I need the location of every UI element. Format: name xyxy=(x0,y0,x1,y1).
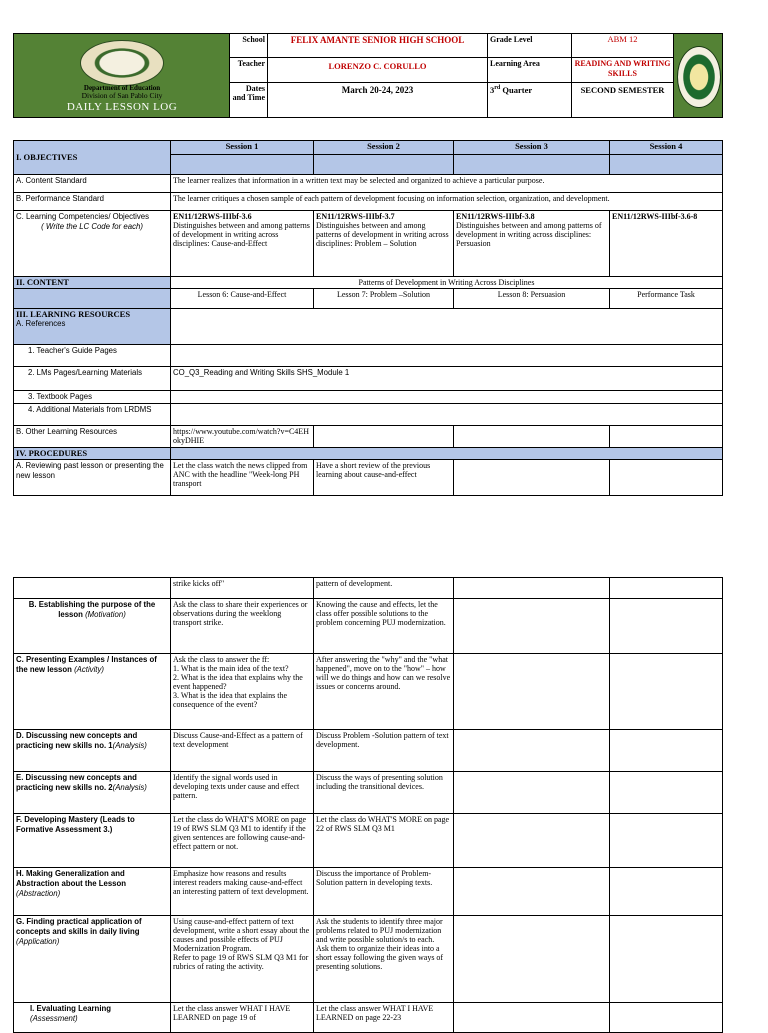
procedure-b-s2: Knowing the cause and effects, let the class offer possible solutions to the problem concerning PUJ modernization. xyxy=(314,599,454,654)
resources-heading: III. LEARNING RESOURCES xyxy=(16,309,131,319)
competencies-label: C. Learning Competencies/ Objectives xyxy=(16,212,150,221)
procedure-e-label: E. Discussing new concepts and practicing new skills no. 2 xyxy=(16,773,137,792)
competency-code: EN11/12RWS-IIIbf-3.7 xyxy=(316,212,395,221)
quarter-num: 3 xyxy=(490,84,495,95)
competency-1 xyxy=(171,211,314,277)
performance-standard-value: The learner critiques a chosen sample of each pattern of development focusing on information selection, organization, and development. xyxy=(171,193,723,211)
procedure-a-label: A. Reviewing past lesson or presenting the new lesson xyxy=(14,460,171,496)
procedure-c-s2: After answering the "why" and the "what happened", move on to the "how" – how will we do things and how can we resolve issues or concerns around. xyxy=(314,654,454,730)
lesson-4: Performance Task xyxy=(610,289,723,309)
session-3-header: Session 3 xyxy=(454,141,610,155)
log-title: DAILY LESSON LOG xyxy=(66,101,178,113)
procedure-c-label: C. Presenting Examples / Instances of the new lesson xyxy=(16,655,157,674)
dates-label: Dates and Time xyxy=(230,82,268,117)
competency-4 xyxy=(610,211,723,277)
procedure-i-label: I. Evaluating Learning xyxy=(30,1004,112,1013)
performance-standard-label: B. Performance Standard xyxy=(14,193,171,211)
area-value: READING AND WRITING SKILLS xyxy=(572,58,674,82)
header-table xyxy=(13,33,723,118)
procedure-h-label: H. Making Generalization and Abstraction about the Lesson xyxy=(16,869,127,888)
procedures-heading: IV. PROCEDURES xyxy=(14,448,171,460)
grade-label: Grade Level xyxy=(488,34,572,58)
procedure-a-s2-cont: pattern of development. xyxy=(314,578,454,599)
additional-label: 4. Additional Materials from LRDMS xyxy=(14,404,171,426)
quarter-word: Quarter xyxy=(500,84,533,95)
procedure-d-label: D. Discussing new concepts and practicing new skills no. 1 xyxy=(16,731,138,750)
school-value: FELIX AMANTE SENIOR HIGH SCHOOL xyxy=(268,34,488,58)
procedure-a-s1-cont: strike kicks off" xyxy=(171,578,314,599)
references-label: A. References xyxy=(16,319,66,328)
procedure-d-s1: Discuss Cause-and-Effect as a pattern of text development xyxy=(171,730,314,772)
dates-value: March 20-24, 2023 xyxy=(268,82,488,117)
procedure-a-s2: Have a short review of the previous learning about cause-and-effect xyxy=(314,460,454,496)
competencies-note: ( Write the LC Code for each) xyxy=(41,222,143,231)
procedure-c-cell xyxy=(14,654,171,730)
deped-seal-icon xyxy=(80,40,164,86)
lesson-2: Lesson 7: Problem –Solution xyxy=(314,289,454,309)
procedure-e-tag: (Analysis) xyxy=(112,783,147,792)
school-label: School xyxy=(230,34,268,58)
dept-name: Department of Education xyxy=(83,84,161,92)
other-resources-link[interactable]: https://www.youtube.com/watch?v=C4EHokyDHIE xyxy=(171,426,314,448)
semester-value: SECOND SEMESTER xyxy=(572,82,674,117)
session-1-header: Session 1 xyxy=(171,141,314,155)
quarter-cell xyxy=(488,82,572,117)
lesson-table-page1 xyxy=(13,140,723,496)
competency-code: EN11/12RWS-IIIbf-3.6 xyxy=(173,212,252,221)
procedure-i-tag: (Assessment) xyxy=(30,1014,78,1023)
procedure-b-tag: (Motivation) xyxy=(85,610,126,619)
content-heading: II. CONTENT xyxy=(14,277,171,289)
competency-2 xyxy=(314,211,454,277)
session-2-header: Session 2 xyxy=(314,141,454,155)
procedure-c-s1: Ask the class to answer the ff: 1. What is the main idea of the text? 2. What is the idea that explains why the event happened? 3. What is the idea that explains the consequence of the event? xyxy=(171,654,314,730)
competency-code: EN11/12RWS-IIIbf-3.8 xyxy=(456,212,535,221)
procedure-c-tag: (Activity) xyxy=(74,665,104,674)
procedure-b-cell xyxy=(14,599,171,654)
division-name: Division of San Pablo City xyxy=(81,91,163,100)
teacher-label: Teacher xyxy=(230,58,268,82)
procedure-h-s2: Discuss the importance of Problem-Solution pattern in developing texts. xyxy=(314,868,454,916)
lm-label: 2. LMs Pages/Learning Materials xyxy=(14,367,171,391)
procedure-i-cell xyxy=(14,1003,171,1033)
objectives-heading: I. OBJECTIVES xyxy=(14,141,171,175)
procedure-g-label: G. Finding practical application of concepts and skills in daily living xyxy=(16,917,142,936)
area-label: Learning Area xyxy=(488,58,572,82)
procedure-b-s1: Ask the class to share their experiences or observations during the weeklong transport strike. xyxy=(171,599,314,654)
procedure-h-cell xyxy=(14,868,171,916)
procedure-g-tag: (Application) xyxy=(16,937,60,946)
procedure-h-s1: Emphasize how reasons and results interest readers making cause-and-effect an interesting pattern of text development. xyxy=(171,868,314,916)
procedure-f-label: F. Developing Mastery (Leads to Formative Assessment 3.) xyxy=(14,814,171,868)
lesson-1: Lesson 6: Cause-and-Effect xyxy=(171,289,314,309)
content-standard-label: A. Content Standard xyxy=(14,175,171,193)
textbook-label: 3. Textbook Pages xyxy=(14,391,171,404)
procedure-d-cell xyxy=(14,730,171,772)
content-standard-value: The learner realizes that information in a written text may be selected and organized to achieve a particular purpose. xyxy=(171,175,723,193)
procedure-e-s2: Discuss the ways of presenting solution including the transitional devices. xyxy=(314,772,454,814)
procedure-i-s2: Let the class answer WHAT I HAVE LEARNED on page 22-23 xyxy=(314,1003,454,1033)
procedure-i-s1: Let the class answer WHAT I HAVE LEARNED on page 19 of xyxy=(171,1003,314,1033)
school-logo-cell xyxy=(674,34,723,118)
procedure-f-s2: Let the class do WHAT'S MORE on page 22 of RWS SLM Q3 M1 xyxy=(314,814,454,868)
competency-text: Distinguishes between and among patterns of development in writing across disciplines: Problem – Solution xyxy=(316,221,449,248)
procedure-h-tag: (Abstraction) xyxy=(16,889,61,898)
procedure-a-s1: Let the class watch the news clipped from ANC with the headline "Week-long PH transport xyxy=(171,460,314,496)
competencies-cell xyxy=(14,211,171,277)
lesson-table-page2 xyxy=(13,577,723,1033)
other-resources-label: B. Other Learning Resources xyxy=(14,426,171,448)
quarter-sup: rd xyxy=(494,84,501,91)
resources-cell xyxy=(14,309,171,345)
procedure-d-tag: (Analysis) xyxy=(112,741,147,750)
competency-text: Distinguishes between and among patterns of development in writing across disciplines: Cause-and-Effect xyxy=(173,221,310,248)
procedure-d-s2: Discuss Problem -Solution pattern of text development. xyxy=(314,730,454,772)
procedure-b-label: B. Establishing the purpose of the lesson xyxy=(28,600,156,619)
lm-value: CO_Q3_Reading and Writing Skills SHS_Module 1 xyxy=(171,367,723,391)
procedure-e-s1: Identify the signal words used in developing texts under cause and effect pattern. xyxy=(171,772,314,814)
teacher-value: LORENZO C. CORULLO xyxy=(268,58,488,82)
procedure-g-cell xyxy=(14,916,171,1003)
competency-3 xyxy=(454,211,610,277)
content-topic: Patterns of Development in Writing Across Disciplines xyxy=(171,277,723,289)
procedure-f-s1: Let the class do WHAT'S MORE on page 19 of RWS SLM Q3 M1 to identify if the given sentences are following cause-and-effect pattern or not. xyxy=(171,814,314,868)
school-seal-icon xyxy=(677,46,721,108)
competency-code: EN11/12RWS-IIIbf-3.6-8 xyxy=(612,212,698,221)
procedure-g-s2: Ask the students to identify three major problems related to PUJ modernization and write possible solution/s to each. Ask them to organize their ideas into a short essay following the given ways of presenting solutions. xyxy=(314,916,454,1003)
tg-label: 1. Teacher's Guide Pages xyxy=(14,345,171,367)
grade-value: ABM 12 xyxy=(572,34,674,58)
session-4-header: Session 4 xyxy=(610,141,723,155)
procedure-g-s1: Using cause-and-effect pattern of text development, write a short essay about the causes and possible effects of PUJ Modernization Program. Refer to page 19 of RWS SLM Q3 M1 for rubrics of rating the activity. xyxy=(171,916,314,1003)
lesson-3: Lesson 8: Persuasion xyxy=(454,289,610,309)
deped-logo-cell xyxy=(14,34,230,118)
procedure-e-cell xyxy=(14,772,171,814)
competency-text: Distinguishes between and among patterns of development in writing across disciplines: Persuasion xyxy=(456,221,602,248)
